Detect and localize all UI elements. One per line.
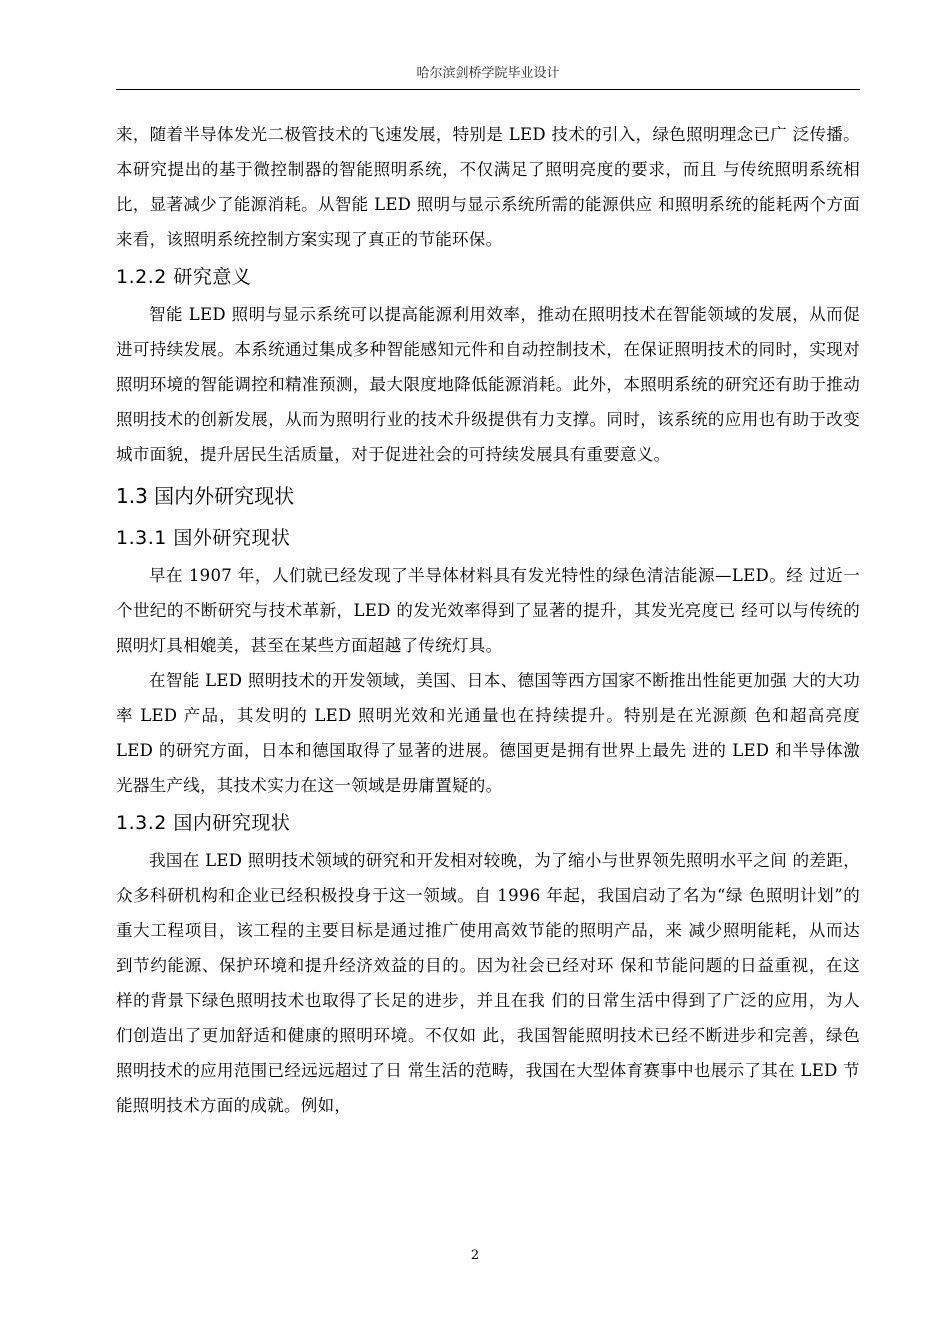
paragraph-foreign-research-2: 在智能 LED 照明技术的开发领域，美国、日本、德国等西方国家不断推出性能更加强 大的大功率 LED 产品，其发明的 LED 照明光效和光通量也在持续提升。特别是在光源颜 色和超高亮度 LED 的研究方面，日本和德国取得了显著的进展。德国更是拥有世界上最先 进的 LED 和半导体激光器生产线，其技术实力在这一领域是毋庸置疑的。 (116, 671, 860, 795)
section-heading-1-3-2: 1.3.2 国内研究现状 (116, 812, 291, 834)
paragraph-foreign-research-1: 早在 1907 年，人们就已经发现了半导体材料具有发光特性的绿色清洁能源—LED。经 过近一个世纪的不断研究与技术革新，LED 的发光效率得到了显著的提升，其发光亮度已 经可以与传统的照明灯具相媲美，甚至在某些方面超越了传统灯具。 (116, 566, 860, 655)
paragraph-domestic-research: 我国在 LED 照明技术领域的研究和开发相对较晚，为了缩小与世界领先照明水平之间 的差距，众多科研机构和企业已经积极投身于这一领域。自 1996 年起，我国启动了名为“绿 色照明计划”的重大工程项目，该工程的主要目标是通过推广使用高效节能的照明产品，来 减少照明能耗，从而达到节约能源、保护环境和提升经济效益的目的。因为社会已经对环 保和节能问题的日益重视，在这样的背景下绿色照明技术也取得了长足的进步，并且在我 们的日常生活中得到了广泛的应用，为人们创造出了更加舒适和健康的照明环境。不仅如 此，我国智能照明技术已经不断进步和完善，绿色照明技术的应用范围已经远远超过了日 常生活的范畴，我国在大型体育赛事中也展示了其在 LED 节能照明技术方面的成就。例如， (116, 851, 860, 1115)
section-heading-1-2-2: 1.2.2 研究意义 (116, 266, 252, 288)
section-heading-1-3-1: 1.3.1 国外研究现状 (116, 527, 291, 549)
paragraph-intro-continued: 来，随着半导体发光二极管技术的飞速发展，特别是 LED 技术的引入，绿色照明理念已广 泛传播。本研究提出的基于微控制器的智能照明系统，不仅满足了照明亮度的要求，而且 与传统照明系统相比，显著减少了能源消耗。从智能 LED 照明与显示系统所需的能源供应 和照明系统的能耗两个方面来看，该照明系统控制方案实现了真正的节能环保。 (116, 125, 860, 249)
section-heading-1-3: 1.3 国内外研究现状 (116, 484, 295, 508)
page-body (116, 117, 860, 1123)
page-number: 2 (470, 1248, 480, 1263)
page-header: 哈尔滨剑桥学院毕业设计 (116, 62, 860, 90)
paragraph-research-significance: 智能 LED 照明与显示系统可以提高能源利用效率，推动在照明技术在智能领域的发展，从而促进可持续发展。本系统通过集成多种智能感知元件和自动控制技术，在保证照明技术的同时，实现对照明环境的智能调控和精准预测，最大限度地降低能源消耗。此外，本照明系统的研究还有助于推动照明技术的创新发展，从而为照明行业的技术升级提供有力支撑。同时，该系统的应用也有助于改变城市面貌，提升居民生活质量，对于促进社会的可持续发展具有重要意义。 (116, 305, 860, 464)
